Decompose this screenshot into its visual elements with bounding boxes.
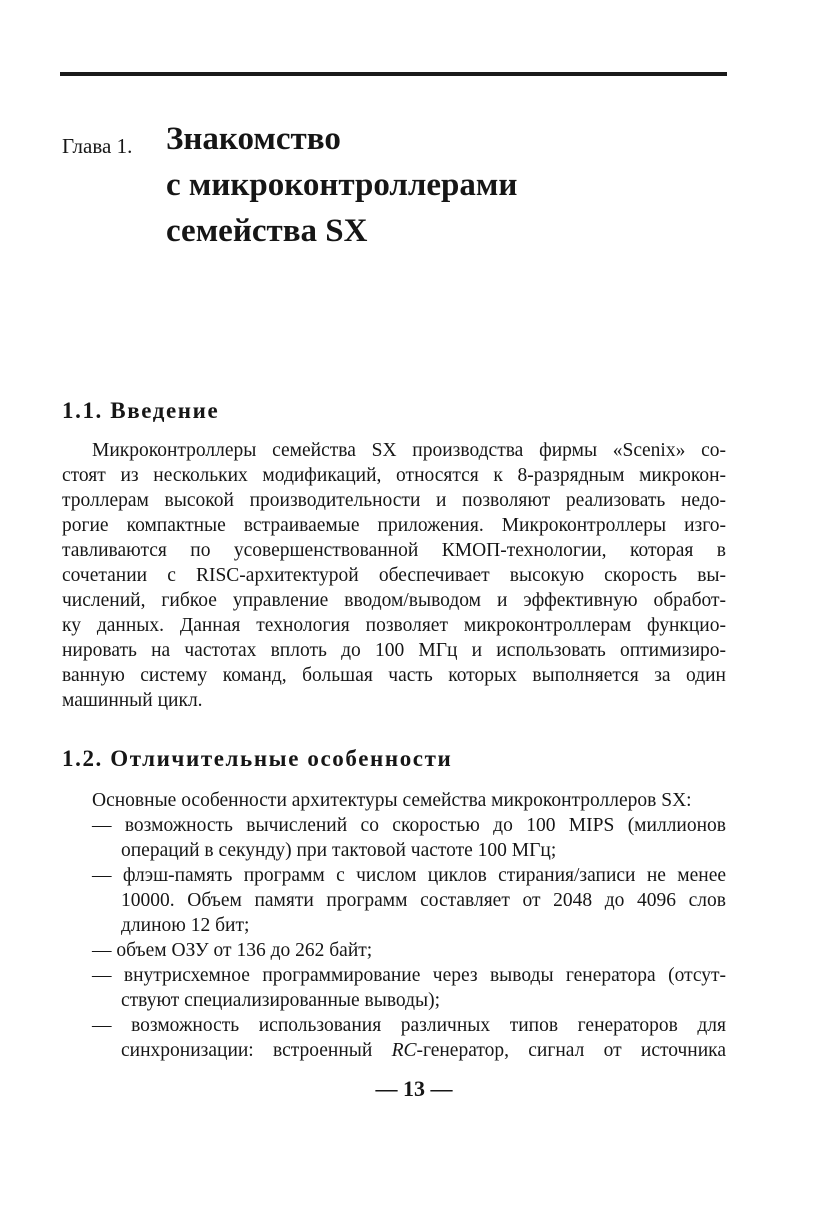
text-line: — флэш-память программ с числом циклов стирания/записи не менее [92,865,726,886]
chapter-title [166,116,517,254]
section-heading-features: 1.2. Отличительные особенности [62,746,453,771]
text-line: ванную систему команд, большая часть которых выполняется за один [62,665,726,686]
intro-paragraph [62,438,726,713]
list-item [92,813,726,863]
text-line: сочетании с RISC-архитектурой обеспечивает высокую скорость вы- [62,565,726,586]
text-line [92,1038,726,1063]
text-line: троллерам высокой производительности и позволяют реализовать недо- [62,490,726,511]
chapter-title-line: Знакомство [166,121,341,157]
text-line: ствуют специализированные выводы); [121,990,441,1011]
text-line: ку данных. Данная технология позволяет микроконтроллерам функцио- [62,615,726,636]
page-number: — 13 — [375,1076,453,1101]
text-line: нировать на частотах вплоть до 100 МГц и использовать оптимизиро- [62,640,726,661]
text-line: длиною 12 бит; [121,915,250,936]
text-line: рогие компактные встраиваемые приложения. Микроконтроллеры изго- [62,515,726,536]
list-item [92,1013,726,1063]
list-item [92,963,726,1013]
text-line: — внутрисхемное программирование через выводы генератора (отсут- [92,965,726,986]
text-line: операций в секунду) при тактовой частоте 100 МГц; [121,840,557,861]
text-line: стоят из нескольких модификаций, относятся к 8-разрядным микрокон- [62,465,726,486]
list-item [92,863,726,938]
text-run-italic: RC [391,1040,417,1061]
chapter-title-line: с микроконтроллерами [166,167,518,203]
chapter-title-line: семейства SX [166,213,368,249]
text-line: — возможность использования различных типов генераторов для [92,1015,726,1036]
chapter-label: Глава 1. [62,134,133,158]
text-line: — возможность вычислений со скоростью до 100 MIPS (миллионов [92,815,726,836]
text-run: -генератор, сигнал от источника [416,1040,726,1061]
text-run: синхронизации: встроенный [121,1040,392,1061]
features-list [92,813,726,1063]
features-lead: Основные особенности архитектуры семейства микроконтроллеров SX: [92,790,692,811]
text-line: машинный цикл. [62,690,203,711]
text-line: 10000. Объем памяти программ составляет от 2048 до 4096 слов [121,890,726,911]
top-rule [60,72,727,76]
list-item [92,938,726,963]
text-line: — объем ОЗУ от 136 до 262 байт; [92,940,373,961]
section-heading-intro: 1.1. Введение [62,398,220,423]
text-line: Микроконтроллеры семейства SX производства фирмы «Scenix» со- [92,440,726,461]
text-line: тавливаются по усовершенствованной КМОП-технологии, которая в [62,540,726,561]
text-line: числений, гибкое управление вводом/выводом и эффективную обработ- [62,590,726,611]
